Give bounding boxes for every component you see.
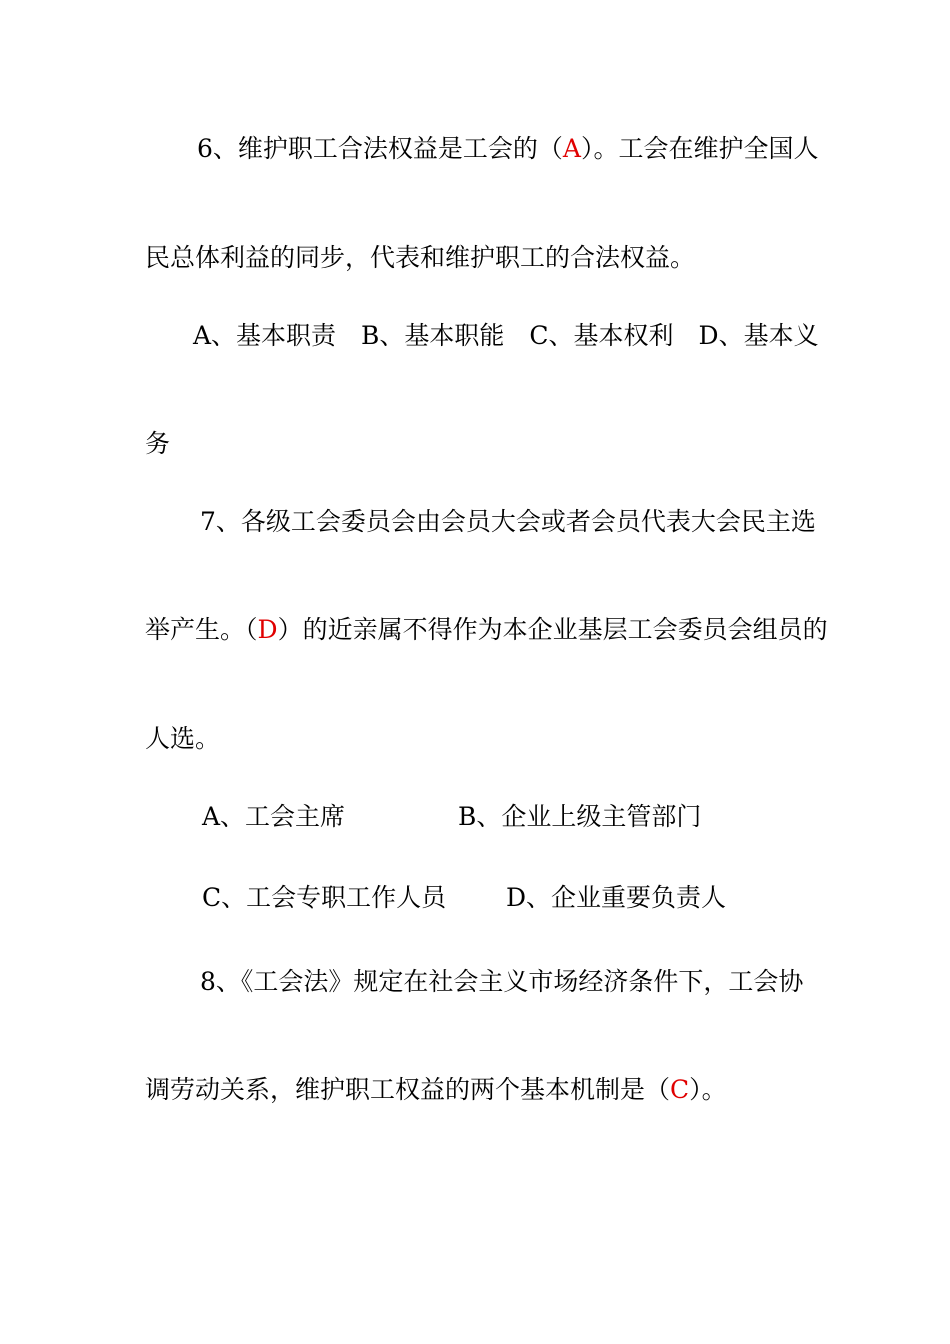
q7-option-b: B、企业上级主管部门 xyxy=(458,802,702,831)
q8-text-pre: 调劳动关系，维护职工权益的两个基本机制是（ xyxy=(145,1075,671,1104)
q7-line-1: 7、各级工会委员会由会员大会或者会员代表大会民主选 xyxy=(200,507,816,536)
q8-line-1: 8、《工会法》规定在社会主义市场经济条件下，工会协 xyxy=(200,967,804,996)
q7-option-d: D、企业重要负责人 xyxy=(506,883,727,912)
q7-line-2 xyxy=(145,615,828,645)
q7-answer: D xyxy=(257,615,278,644)
q8-answer: C xyxy=(670,1075,690,1104)
q6-text-pre: 6、维护职工合法权益是工会的（ xyxy=(197,134,563,163)
q6-options-wrap: 务 xyxy=(145,429,171,458)
q6-answer: A xyxy=(562,134,581,163)
q7-text-pre: 举产生。（ xyxy=(145,615,258,644)
q7-option-a: A、工会主席 xyxy=(202,802,346,831)
q7-line-3: 人选。 xyxy=(145,724,221,753)
q7-text-post: ）的近亲属不得作为本企业基层工会委员会组员的 xyxy=(277,615,828,644)
q6-line-2: 民总体利益的同步，代表和维护职工的合法权益。 xyxy=(145,243,696,272)
q7-option-c: C、工会专职工作人员 xyxy=(202,883,447,912)
q6-text-post: ）。工会在维护全国人 xyxy=(580,134,819,163)
q8-line-2 xyxy=(145,1075,727,1105)
q6-options: A、基本职责 B、基本职能 C、基本权利 D、基本义 xyxy=(193,321,819,350)
q8-text-post: ）。 xyxy=(689,1075,727,1104)
q6-line-1 xyxy=(197,134,819,164)
